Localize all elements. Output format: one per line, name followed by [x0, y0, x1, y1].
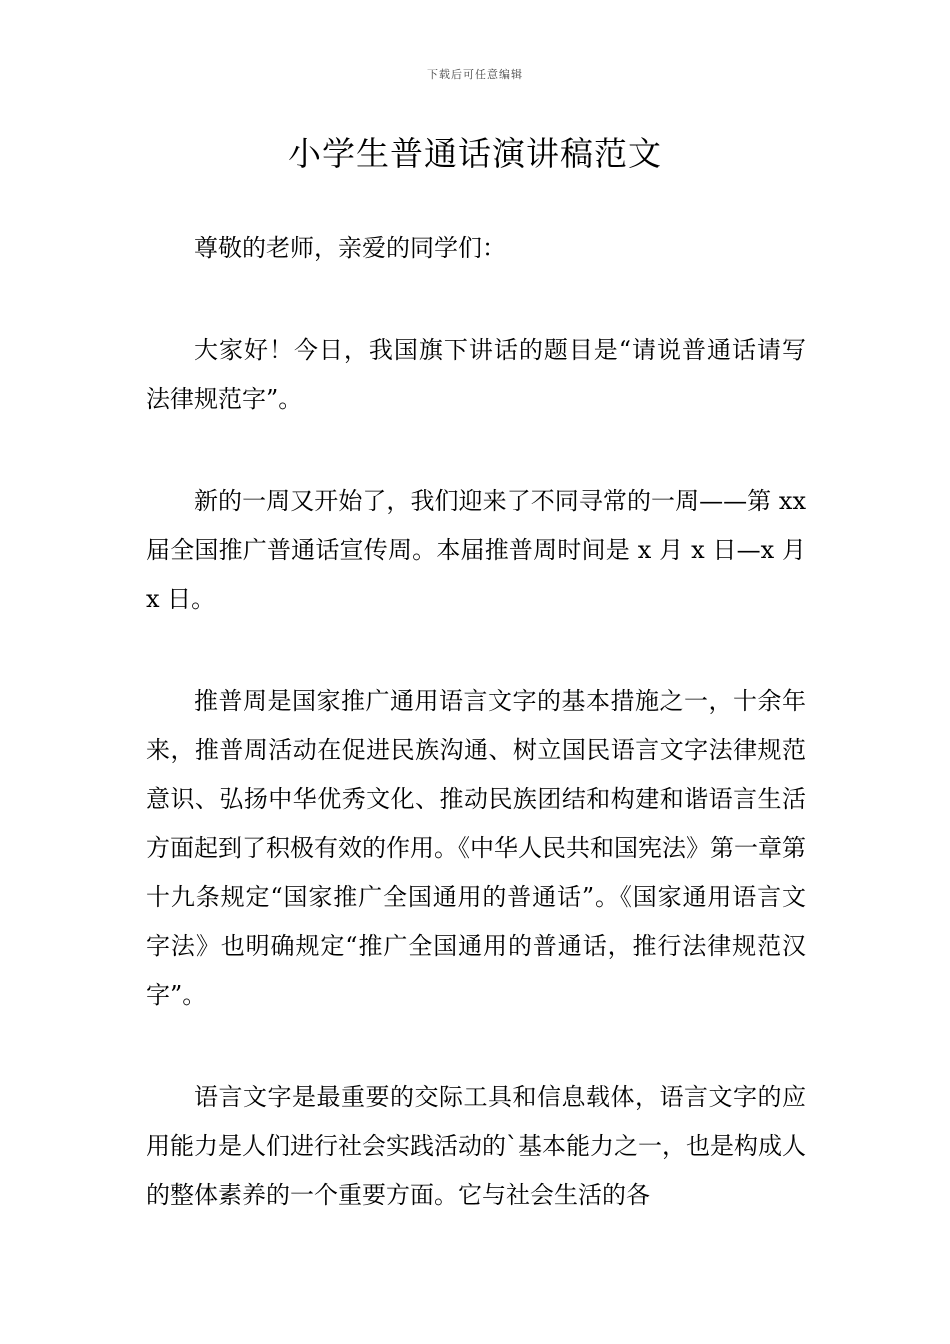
body-paragraph-2: 新的一周又开始了，我们迎来了不同寻常的一周——第 xx 届全国推广普通话宣传周。本届推普周时间是 x 月 x 日—x 月 x 日。: [146, 487, 806, 613]
document-body: [146, 224, 806, 1273]
document-title: 小学生普通话演讲稿范文: [288, 134, 662, 173]
body-paragraph-4: 语言文字是最重要的交际工具和信息载体，语言文字的应用能力是人们进行社会实践活动的`基本能力之一，也是构成人的整体素养的一个重要方面。它与社会生活的各: [146, 1083, 806, 1209]
body-paragraph-1: 大家好！今日，我国旗下讲话的题目是“请说普通话请写法律规范字”。: [146, 336, 806, 413]
greeting-paragraph: 尊敬的老师，亲爱的同学们：: [194, 234, 506, 262]
header-note: 下载后可任意编辑: [427, 68, 523, 81]
body-paragraph-3: 推普周是国家推广通用语言文字的基本措施之一，十余年来，推普周活动在促进民族沟通、树立国民语言文字法律规范意识、弘扬中华优秀文化、推动民族团结和构建和谐语言生活方面起到了积极有效的作用。《中华人民共和国宪法》第一章第十九条规定“国家推广全国通用的普通话”。《国家通用语言文字法》也明确规定“推广全国通用的普通话，推行法律规范汉字”。: [146, 687, 806, 1009]
